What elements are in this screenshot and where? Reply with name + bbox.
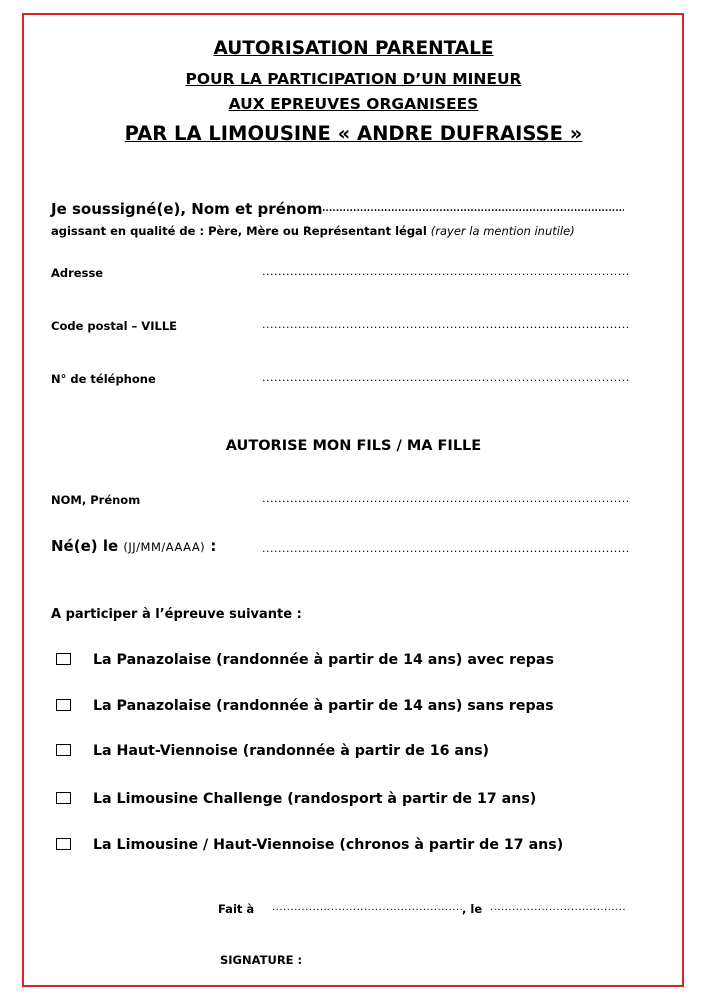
birthdate-format: (JJ/MM/AAAA) bbox=[123, 540, 206, 554]
event-label-5: La Limousine / Haut-Viennoise (chronos à partir de 17 ans) bbox=[93, 837, 564, 853]
address-label: Adresse bbox=[51, 266, 104, 280]
postal-city-label: Code postal – VILLE bbox=[51, 319, 178, 333]
authorize-heading: AUTORISE MON FILS / MA FILLE bbox=[225, 438, 482, 454]
place-label: Fait à bbox=[218, 902, 255, 916]
quality-note: (rayer la mention inutile) bbox=[430, 224, 575, 238]
event-label-1: La Panazolaise (randonnée à partir de 14 ans) avec repas bbox=[93, 652, 554, 668]
postal-city-field[interactable] bbox=[262, 318, 630, 331]
birthdate-label bbox=[51, 537, 216, 555]
title-line-1: AUTORISATION PARENTALE bbox=[213, 38, 494, 59]
events-heading: A participer à l’épreuve suivante : bbox=[51, 607, 302, 622]
child-name-label: NOM, Prénom bbox=[51, 493, 141, 507]
event-label-3: La Haut-Viennoise (randonnée à partir de 16 ans) bbox=[93, 743, 490, 759]
phone-label: N° de téléphone bbox=[51, 372, 156, 386]
birthdate-text: Né(e) le bbox=[51, 537, 119, 555]
date-field[interactable] bbox=[490, 902, 625, 913]
event-label-2: La Panazolaise (randonnée à partir de 14 ans) sans repas bbox=[93, 698, 554, 714]
event-label-4: La Limousine Challenge (randosport à partir de 17 ans) bbox=[93, 791, 537, 807]
signature-label: SIGNATURE : bbox=[220, 953, 303, 967]
birthdate-colon: : bbox=[210, 537, 217, 555]
title-line-3: AUX EPREUVES ORGANISEES bbox=[228, 95, 479, 113]
phone-field[interactable] bbox=[262, 371, 630, 384]
declarant-name-label: Je soussigné(e), Nom et prénom bbox=[51, 200, 323, 218]
event-checkbox-5[interactable] bbox=[56, 838, 71, 850]
quality-text: agissant en qualité de : Père, Mère ou Représentant légal bbox=[51, 224, 427, 238]
title-line-4: PAR LA LIMOUSINE « ANDRE DUFRAISSE » bbox=[124, 122, 583, 145]
birthdate-field[interactable] bbox=[262, 542, 630, 555]
event-checkbox-4[interactable] bbox=[56, 792, 71, 804]
quality-label bbox=[51, 224, 575, 238]
declarant-name-field[interactable] bbox=[318, 199, 624, 215]
event-checkbox-2[interactable] bbox=[56, 699, 71, 711]
date-label: , le bbox=[462, 902, 483, 916]
place-field[interactable] bbox=[272, 902, 462, 913]
address-field[interactable] bbox=[262, 265, 630, 278]
title-line-2: POUR LA PARTICIPATION D’UN MINEUR bbox=[185, 70, 522, 88]
event-checkbox-1[interactable] bbox=[56, 653, 71, 665]
child-name-field[interactable] bbox=[262, 492, 630, 505]
event-checkbox-3[interactable] bbox=[56, 744, 71, 756]
